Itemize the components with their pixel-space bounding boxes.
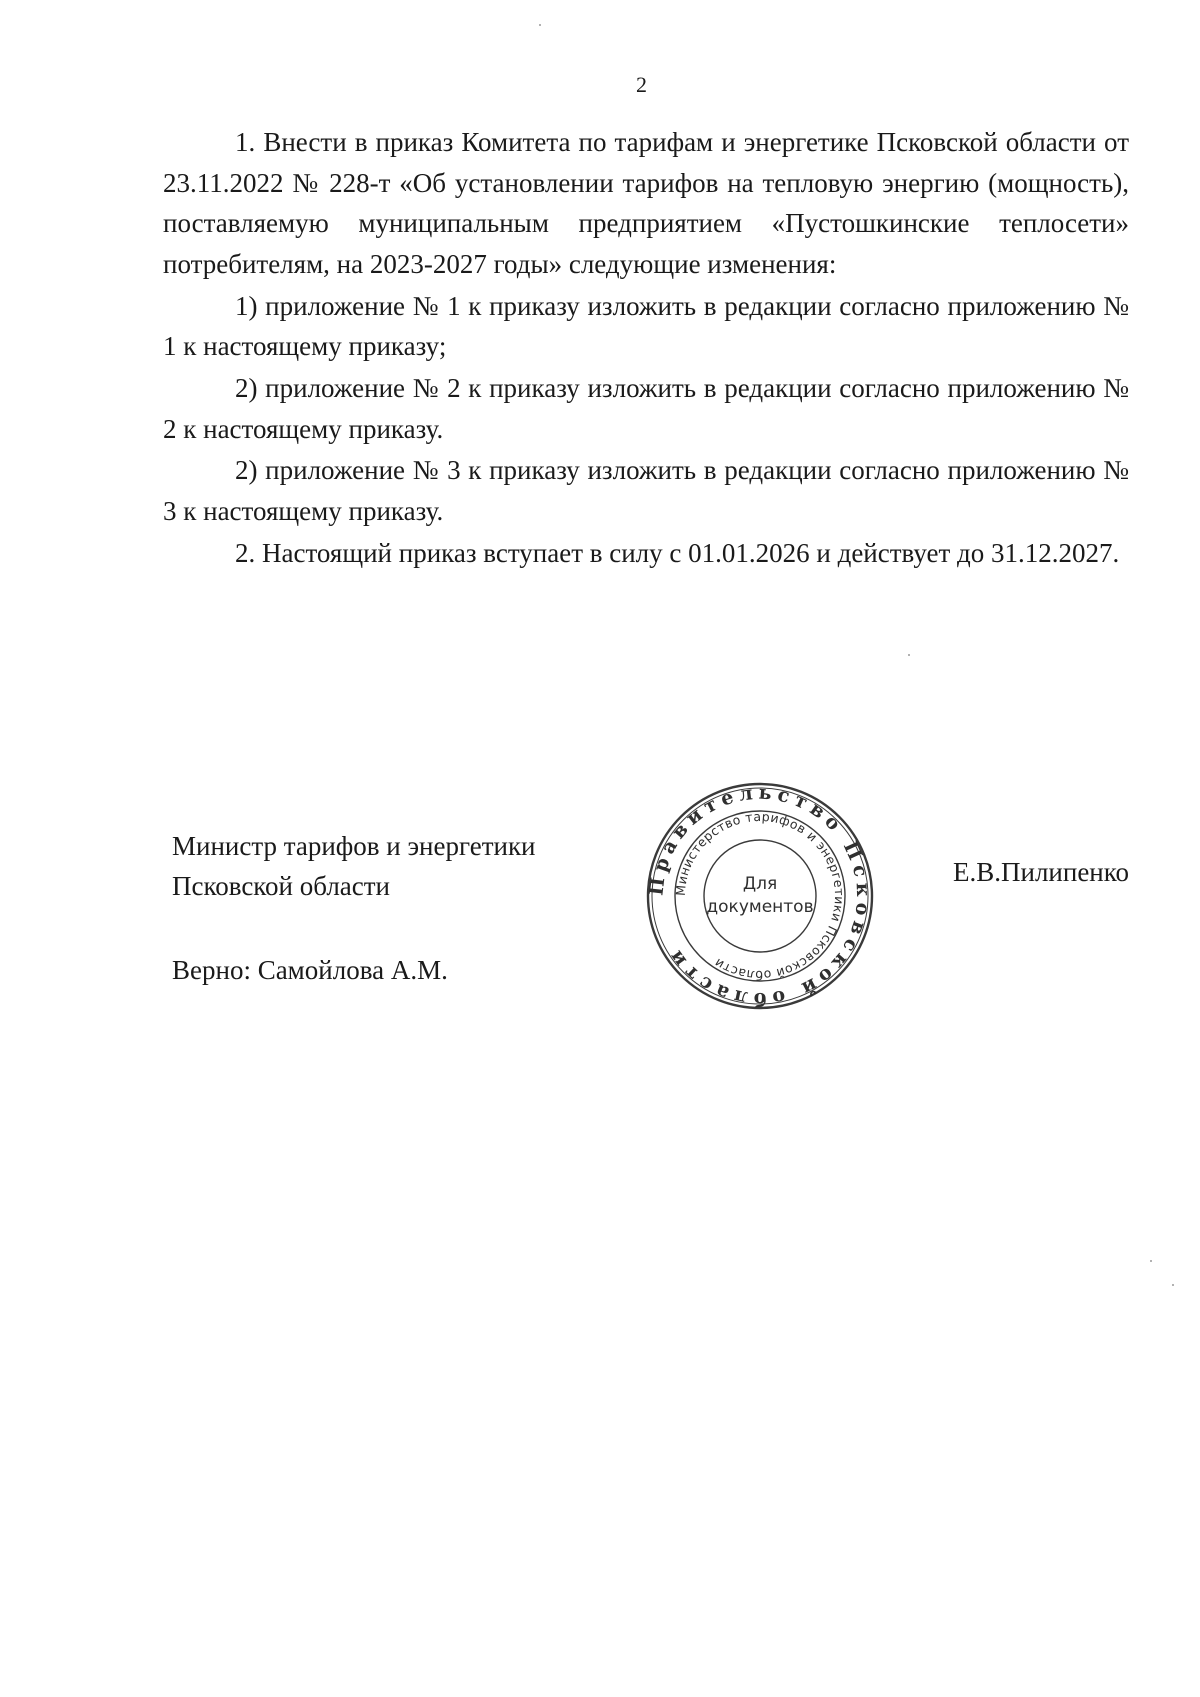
scan-speck	[539, 24, 541, 26]
stamp-inner-text: Министерство тарифов и энергетики Псковской области	[672, 808, 848, 984]
verification-note: Верно: Самойлова А.М.	[172, 955, 448, 985]
document-body	[163, 122, 1129, 574]
paragraph-effective-date: 2. Настоящий приказ вступает в силу с 01.01.2026 и действует до 31.12.2027.	[235, 537, 1120, 568]
stamp-center-text-2: документов	[706, 897, 814, 917]
signatory-title-line-1: Министр тарифов и энергетики	[172, 831, 536, 861]
stamp-center-text-1: Для	[742, 874, 778, 894]
signatory-title-line-2: Псковской области	[172, 871, 391, 901]
scan-speck	[1150, 1260, 1152, 1262]
scan-speck	[1172, 1284, 1174, 1286]
page-number: 2	[636, 72, 647, 97]
scan-speck	[908, 654, 910, 656]
official-stamp	[645, 781, 875, 1011]
paragraph-item-2: 2) приложение № 2 к приказу изложить в редакции согласно приложению № 2 к настоящему приказу.	[163, 372, 1129, 444]
paragraph-item-1: 1) приложение № 1 к приказу изложить в редакции согласно приложению № 1 к настоящему приказу;	[163, 290, 1129, 362]
signatory-name: Е.В.Пилипенко	[953, 857, 1130, 887]
paragraph-amendment: 1. Внести в приказ Комитета по тарифам и энергетике Псковской области от 23.11.2022 № 228-т «Об установлении тарифов на тепловую энергию (мощность), поставляемую муниципальным предприятием «Пустошкинские теплосети» потребителям, на 2023-2027 годы» следующие изменения:	[163, 127, 1129, 279]
stamp-inner-ring	[704, 840, 816, 952]
stamp-outer-text: Правительство Псковской области	[645, 781, 875, 1011]
paragraph-item-3: 2) приложение № 3 к приказу изложить в редакции согласно приложению № 3 к настоящему приказу.	[163, 455, 1129, 526]
